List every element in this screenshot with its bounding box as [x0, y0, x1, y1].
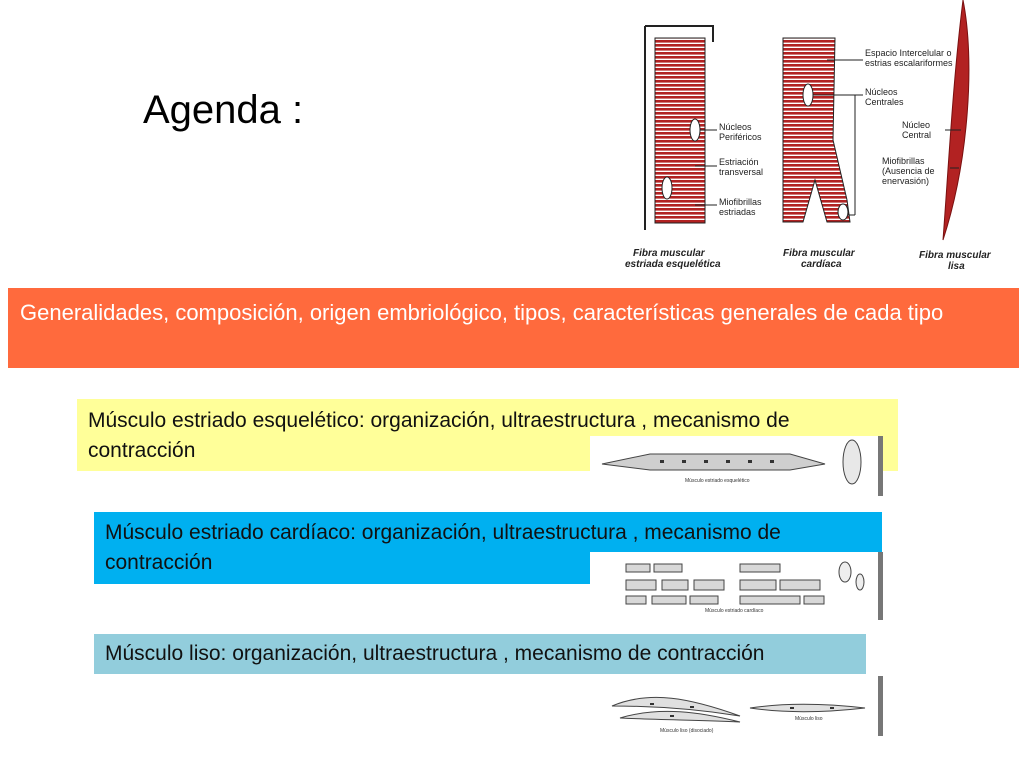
muscle-fiber-figure: [615, 0, 991, 275]
thumb-label-cardiac: Músculo estriado cardíaco: [705, 608, 764, 614]
agenda-item-liso: Músculo liso: organización, ultraestructura , mecanismo de contracción: [94, 634, 866, 674]
skeletal-fiber-drawing: [645, 26, 717, 230]
thumb-label-smooth-b: Músculo liso: [795, 716, 823, 722]
smooth-muscle-thumbnail: [590, 676, 883, 736]
slide-title: Agenda :: [143, 88, 304, 132]
agenda-item-generalidades: Generalidades, composición, origen embriológico, tipos, características generales de cada tipo: [8, 288, 1019, 368]
label-nucleo-central: Núcleo Central: [902, 120, 932, 140]
thumb-label-skeletal: Músculo estriado esquelético: [685, 478, 750, 484]
label-espacio-intercelular: Espacio Intercelular o estrias escalariformes: [865, 48, 953, 68]
label-nucleos-perifericos: Núcleos Periféricos: [719, 122, 762, 142]
skeletal-muscle-thumbnail: [590, 436, 883, 496]
cardiac-muscle-thumbnail: [590, 552, 883, 620]
thumb-label-smooth-a: Músculo liso (disociado): [660, 728, 714, 734]
caption-cardiac: Fibra muscular cardíaca: [783, 248, 855, 270]
caption-smooth: Fibra muscular lisa: [919, 250, 991, 272]
agenda-item-cardiaco: Músculo estriado cardíaco: organización, ultraestructura , mecanismo de contracción: [94, 512, 882, 584]
caption-skeletal: Fibra muscular estriada esquelética: [625, 248, 721, 270]
label-miofibrillas: Miofibrillas estriadas: [719, 197, 762, 217]
cardiac-fiber-drawing: [783, 38, 863, 222]
label-miofibrillas-lisas: Miofibrillas (Ausencia de enervasión): [882, 156, 935, 186]
label-nucleos-centrales: Núcleos Centrales: [865, 87, 904, 107]
agenda-item-esqueletico: Músculo estriado esquelético: organización, ultraestructura , mecanismo de contracción: [77, 399, 898, 471]
smooth-fiber-drawing: [943, 0, 969, 240]
label-estriacion: Estriación transversal: [719, 157, 764, 177]
